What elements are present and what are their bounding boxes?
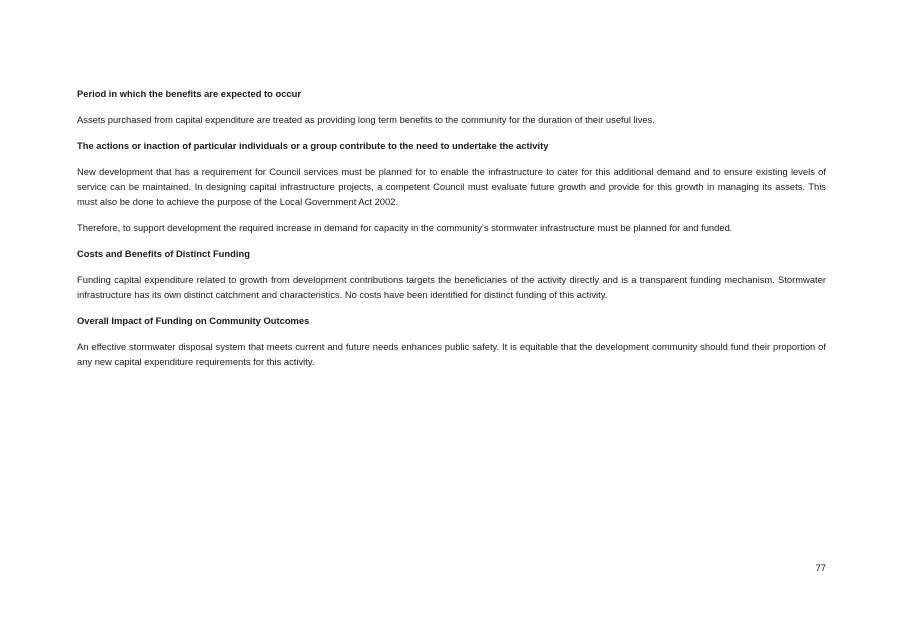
section-heading: The actions or inaction of particular individuals or a group contribute to the need to undertake the activity — [77, 140, 549, 151]
section-heading: Period in which the benefits are expected to occur — [77, 88, 302, 99]
section-benefits-period — [77, 86, 826, 127]
page-number: 77 — [815, 562, 826, 573]
section-distinct-funding — [77, 246, 826, 302]
section-paragraph: Assets purchased from capital expenditure are treated as providing long term benefits to the community for the duration of their useful lives. — [77, 114, 655, 125]
section-paragraph: An effective stormwater disposal system that meets current and future needs enhances public safety. It is equitable that the development community should fund their proportion of any new capital expenditure requirements for this activity. — [77, 341, 826, 367]
page-content — [77, 86, 826, 380]
section-paragraph: New development that has a requirement for Council services must be planned for to enable the infrastructure to cater for this additional demand and to ensure existing levels of service can be maintained. In designing capital infrastructure projects, a competent Council must evaluate future growth and provide for this growth in managing its assets. This must also be done to achieve the purpose of the Local Government Act 2002. — [77, 166, 826, 207]
section-paragraph: Therefore, to support development the required increase in demand for capacity in the community’s stormwater infrastructure must be planned for and funded. — [77, 222, 733, 233]
section-community-outcomes — [77, 313, 826, 369]
section-heading: Overall Impact of Funding on Community Outcomes — [77, 315, 310, 326]
section-heading: Costs and Benefits of Distinct Funding — [77, 248, 250, 259]
section-actions-inaction — [77, 138, 826, 235]
section-paragraph: Funding capital expenditure related to growth from development contributions targets the beneficiaries of the activity directly and is a transparent funding mechanism. Stormwater infrastructure has its own distinct catchment and characteristics. No costs have been identified for distinct funding of this activity. — [77, 274, 826, 300]
